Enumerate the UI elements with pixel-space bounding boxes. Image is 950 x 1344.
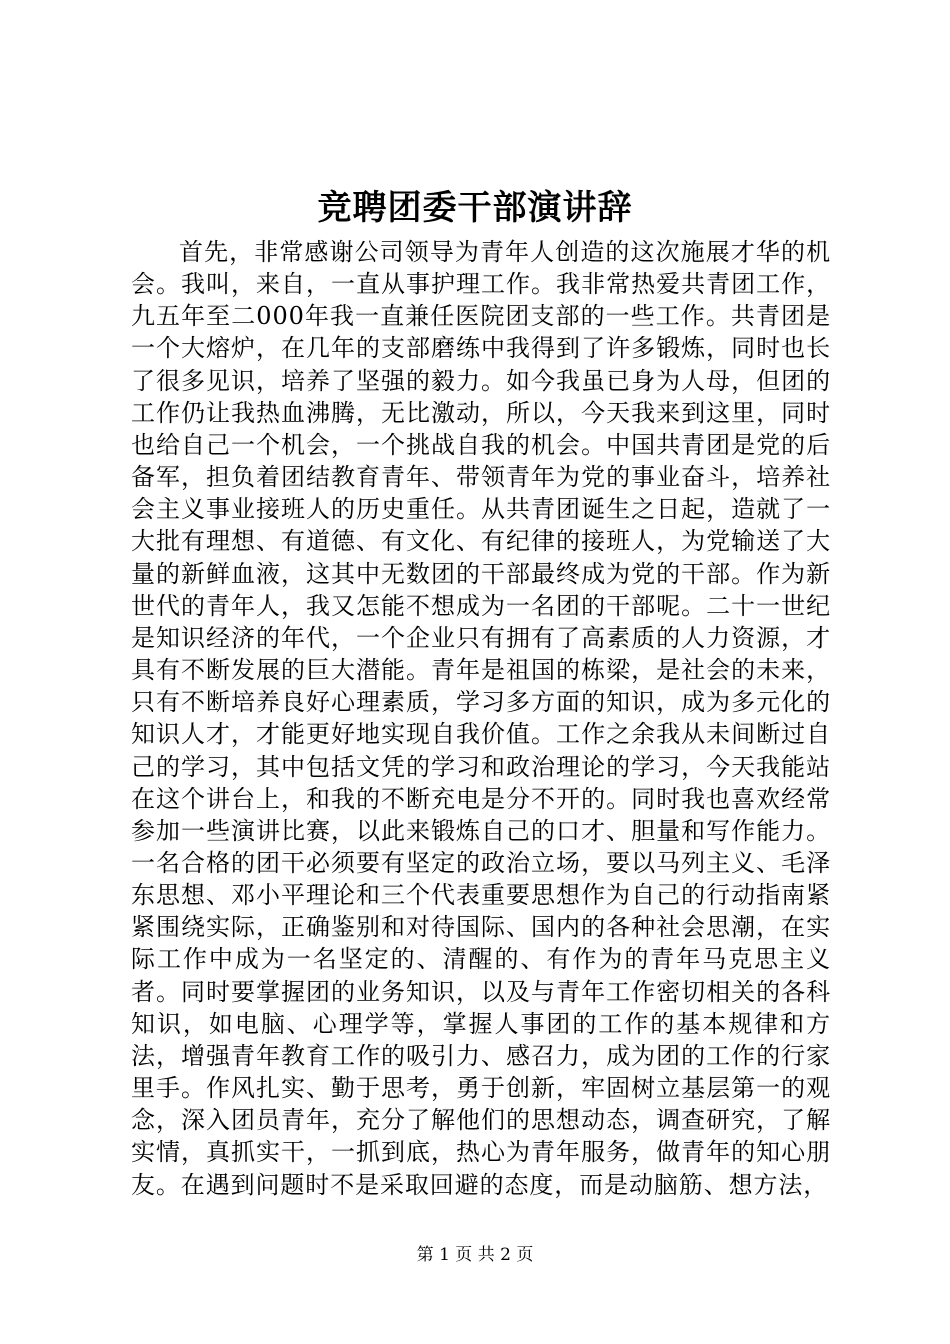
- document-title: 竞聘团委干部演讲辞: [317, 188, 633, 228]
- document-body-paragraph: 首先，非常感谢公司领导为青年人创造的这次施展才华的机会。我叫，来自，一直从事护理工作。我非常热爱共青团工作，九五年至二000年我一直兼任医院团支部的一些工作。共青团是一个大熔炉，在几年的支部磨练中我得到了许多锻炼，同时也长了很多见识，培养了坚强的毅力。如今我虽已身为人母，但团的工作仍让我热血沸腾，无比激动，所以，今天我来到这里，同时也给自己一个机会，一个挑战自我的机会。中国共青团是党的后备军，担负着团结教育青年、带领青年为党的事业奋斗，培养社会主义事业接班人的历史重任。从共青团诞生之日起，造就了一大批有理想、有道德、有文化、有纪律的接班人，为党输送了大量的新鲜血液，这其中无数团的干部最终成为党的干部。作为新世代的青年人，我又怎能不想成为一名团的干部呢。二十一世纪是知识经济的年代，一个企业只有拥有了高素质的人力资源，才具有不断发展的巨大潜能。青年是祖国的栋梁，是社会的未来，只有不断培养良好心理素质，学习多方面的知识，成为多元化的知识人才，才能更好地实现自我价值。工作之余我从未间断过自己的学习，其中包括文凭的学习和政治理论的学习，今天我能站在这个讲台上，和我的不断充电是分不开的。同时我也喜欢经常参加一些演讲比赛，以此来锻炼自己的口才、胆量和写作能力。一名合格的团干必须要有坚定的政治立场，要以马列主义、毛泽东思想、邓小平理论和三个代表重要思想作为自己的行动指南紧紧围绕实际，正确鉴别和对待国际、国内的各种社会思潮，在实际工作中成为一名坚定的、清醒的、有作为的青年马克思主义者。同时要掌握团的业务知识，以及与青年工作密切相关的各科知识，如电脑、心理学等，掌握人事团的工作的基本规律和方法，增强青年教育工作的吸引力、感召力，成为团的工作的行家里手。作风扎实、勤于思考，勇于创新，牢固树立基层第一的观念，深入团员青年，充分了解他们的思想动态，调查研究，了解实情，真抓实干，一抓到底，热心为青年服务，做青年的知心朋友。在遇到问题时不是采取回避的态度，而是动脑筋、想方法，: [131, 238, 831, 1199]
- page-number-footer: 第 1 页 共 2 页: [416, 1245, 534, 1265]
